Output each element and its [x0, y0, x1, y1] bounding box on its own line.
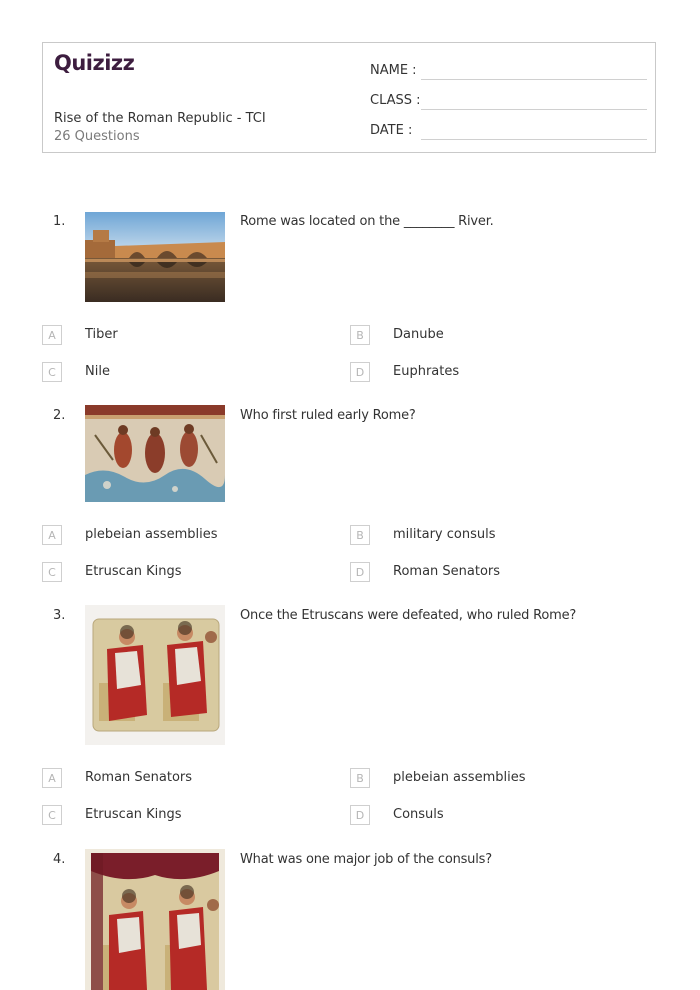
option-text: Tiber — [85, 327, 118, 342]
option-letter: B — [350, 768, 370, 788]
question-1-number: 1. — [53, 214, 66, 229]
option-text: Nile — [85, 364, 110, 379]
question-3-number: 3. — [53, 608, 66, 623]
name-field[interactable] — [370, 56, 647, 80]
class-field[interactable] — [370, 86, 647, 110]
option-text: Roman Senators — [393, 564, 501, 579]
question-3-text: Once the Etruscans were defeated, who ruled Rome? — [240, 608, 577, 623]
option-text: Consuls — [393, 807, 444, 822]
date-label: DATE : — [370, 123, 413, 138]
option-letter: C — [42, 805, 62, 825]
option-text: military consuls — [393, 527, 496, 542]
option-text: plebeian assemblies — [393, 770, 526, 785]
date-field[interactable] — [370, 116, 647, 140]
worksheet-header — [42, 42, 656, 153]
quizizz-logo: Quizizz — [54, 51, 135, 75]
question-count: 26 Questions — [54, 129, 140, 144]
option-letter: B — [350, 525, 370, 545]
question-4-text: What was one major job of the consuls? — [240, 852, 492, 867]
option-text: Roman Senators — [85, 770, 193, 785]
option-letter: C — [42, 362, 62, 382]
name-line — [421, 79, 647, 80]
option-text: Danube — [393, 327, 444, 342]
question-2-text: Who first ruled early Rome? — [240, 408, 416, 423]
worksheet-title: Rise of the Roman Republic - TCI — [54, 111, 266, 126]
option-text: Euphrates — [393, 364, 460, 379]
option-letter: D — [350, 562, 370, 582]
question-4-number: 4. — [53, 852, 66, 867]
option-text: plebeian assemblies — [85, 527, 218, 542]
question-1-text: Rome was located on the ________ River. — [240, 214, 494, 229]
option-letter: C — [42, 562, 62, 582]
option-letter: A — [42, 768, 62, 788]
consuls-curtain-illustration — [85, 849, 225, 990]
date-line — [421, 139, 647, 140]
question-2-number: 2. — [53, 408, 66, 423]
option-letter: D — [350, 362, 370, 382]
etruscan-fresco-image — [85, 405, 225, 502]
option-letter: A — [42, 325, 62, 345]
class-label: CLASS : — [370, 93, 421, 108]
option-letter: D — [350, 805, 370, 825]
name-label: NAME : — [370, 63, 417, 78]
class-line — [421, 109, 647, 110]
option-text: Etruscan Kings — [85, 564, 182, 579]
option-letter: A — [42, 525, 62, 545]
option-letter: B — [350, 325, 370, 345]
bridge-river-photo — [85, 212, 225, 302]
consuls-illustration — [85, 605, 225, 745]
option-text: Etruscan Kings — [85, 807, 182, 822]
